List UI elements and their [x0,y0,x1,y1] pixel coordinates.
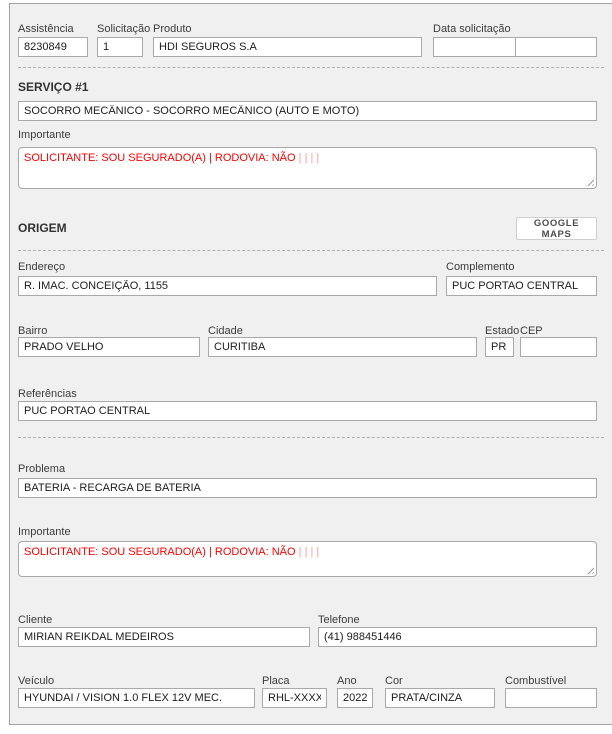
combustivel-field[interactable] [505,688,597,708]
cep-field[interactable] [520,337,597,357]
bairro-label: Bairro [18,325,48,337]
produto-label: Produto [153,23,192,35]
importante-textarea[interactable] [18,147,597,189]
bairro-field[interactable] [18,337,200,357]
referencias-field[interactable] [18,401,597,421]
assistencia-field[interactable] [18,37,88,57]
produto-field[interactable] [153,37,422,57]
placa-field[interactable] [262,688,327,708]
veiculo-label: Veículo [18,675,55,687]
data-solicitacao-label: Data solicitação [433,23,511,35]
section-divider [18,250,604,251]
resize-handle-icon[interactable] [585,177,594,186]
estado-label: Estado [485,325,520,337]
importante-text: SOLICITANTE: SOU SEGURADO(A) | RODOVIA: NÃO [24,546,296,558]
resize-handle-icon[interactable] [585,565,594,574]
google-maps-button[interactable]: GOOGLE MAPS [516,217,597,240]
solicitacao-field[interactable] [97,37,143,57]
cep-label: CEP [520,325,543,337]
importante-pipes: | | | | [295,546,320,558]
importante-textarea[interactable] [18,541,597,577]
problema-label: Problema [18,463,66,475]
telefone-field[interactable] [318,627,597,647]
importante-label: Importante [18,129,71,141]
combustivel-label: Combustível [505,675,567,687]
section-divider [18,67,604,68]
solicitacao-label: Solicitação [97,23,151,35]
section-divider [18,437,604,438]
data-solicitacao-date-field[interactable] [433,37,516,57]
importante-label: Importante [18,526,71,538]
problema-field[interactable] [18,478,597,498]
servico-title: SERVIÇO #1 [18,80,89,94]
cor-field[interactable] [385,688,495,708]
cor-label: Cor [385,675,403,687]
referencias-label: Referências [18,388,77,400]
servico-field[interactable] [18,101,597,121]
cliente-field[interactable] [18,627,310,647]
endereco-field[interactable] [18,276,437,296]
assistencia-label: Assistência [18,23,74,35]
ano-field[interactable] [337,688,373,708]
cliente-label: Cliente [18,614,53,626]
data-solicitacao-time-field[interactable] [515,37,597,57]
telefone-label: Telefone [318,614,360,626]
importante-text: SOLICITANTE: SOU SEGURADO(A) | RODOVIA: NÃO [24,152,296,164]
origem-title: ORIGEM [18,221,67,235]
endereco-label: Endereço [18,261,66,273]
veiculo-field[interactable] [18,688,255,708]
complemento-field[interactable] [446,276,597,296]
estado-field[interactable] [485,337,514,357]
ano-label: Ano [337,675,357,687]
cidade-field[interactable] [208,337,477,357]
complemento-label: Complemento [446,261,515,273]
importante-pipes: | | | | [295,152,320,164]
cidade-label: Cidade [208,325,243,337]
placa-label: Placa [262,675,290,687]
